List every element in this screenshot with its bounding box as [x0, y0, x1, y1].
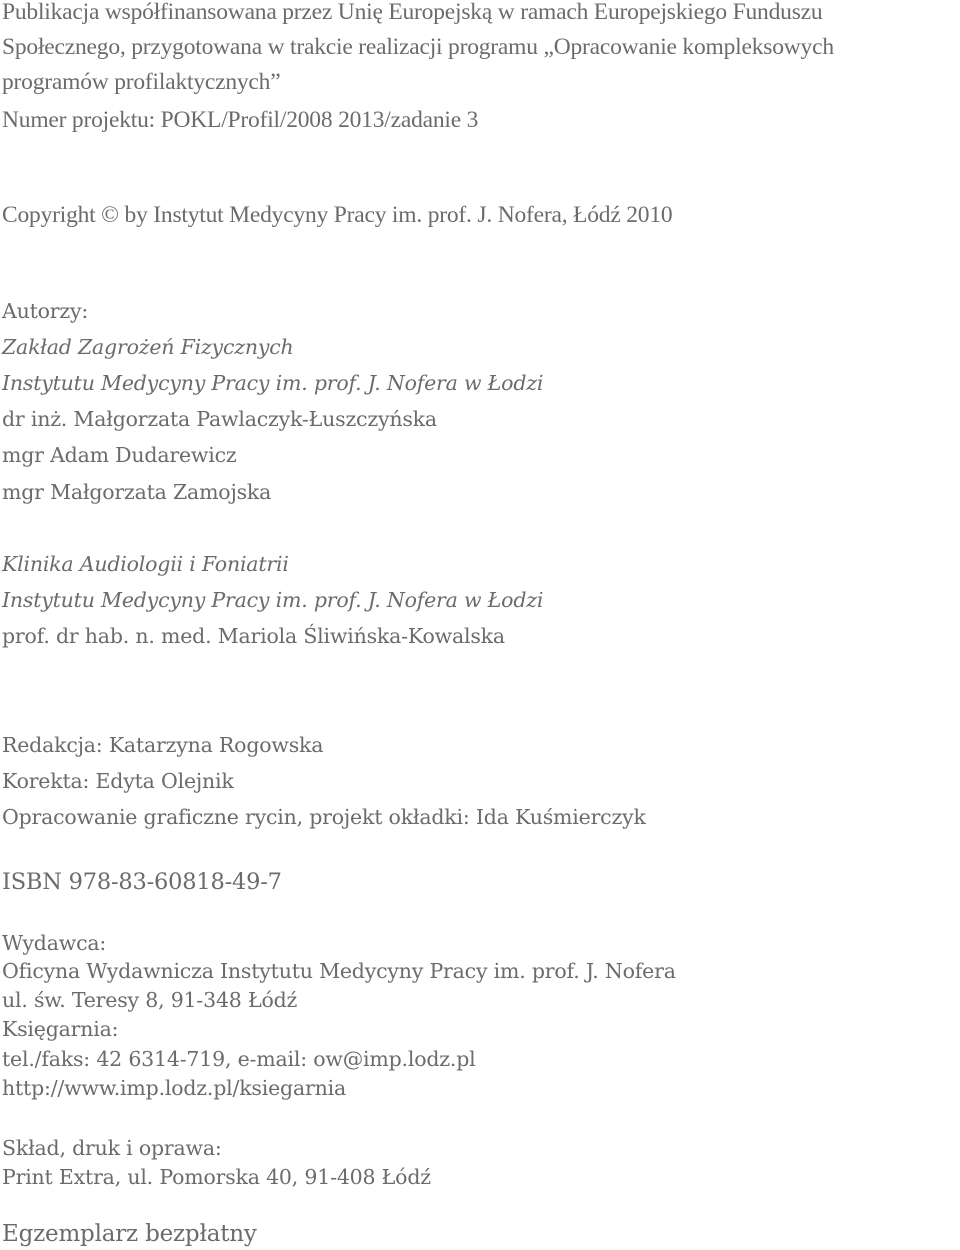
authors-institute-2: Instytutu Medycyny Pracy im. prof. J. Nofera w Łodzi: [2, 588, 544, 612]
authors-institute-1: Instytutu Medycyny Pracy im. prof. J. Nofera w Łodzi: [2, 371, 544, 395]
copyright-notice: Copyright © by Instytut Medycyny Pracy im. prof. J. Nofera, Łódź 2010: [2, 202, 673, 228]
proofreading-credit: Korekta: Edyta Olejnik: [2, 769, 234, 793]
bookstore-contact: tel./faks: 42 6314-719, e-mail: ow@imp.lodz.pl: [2, 1047, 476, 1071]
author-name: dr inż. Małgorzata Pawlaczyk-Łuszczyńska: [2, 407, 437, 431]
publisher-address: ul. św. Teresy 8, 91-348 Łódź: [2, 988, 298, 1012]
graphics-credit: Opracowanie graficzne rycin, projekt okładki: Ida Kuśmierczyk: [2, 805, 646, 829]
authors-unit-2: Klinika Audiologii i Foniatrii: [2, 552, 289, 576]
bookstore-url: http://www.imp.lodz.pl/ksiegarnia: [2, 1076, 346, 1100]
publisher-heading: Wydawca:: [2, 931, 107, 955]
author-name: mgr Małgorzata Zamojska: [2, 480, 272, 504]
printer-details: Print Extra, ul. Pomorska 40, 91-408 Łódź: [2, 1165, 431, 1189]
funding-line-2: Społecznego, przygotowana w trakcie realizacji programu „Opracowanie kompleksowych: [2, 34, 834, 60]
publisher-name: Oficyna Wydawnicza Instytutu Medycyny Pracy im. prof. J. Nofera: [2, 959, 676, 983]
funding-line-1: Publikacja współfinansowana przez Unię Europejską w ramach Europejskiego Funduszu: [2, 0, 823, 25]
author-name: mgr Adam Dudarewicz: [2, 443, 237, 467]
authors-heading: Autorzy:: [2, 299, 89, 323]
project-number: Numer projektu: POKL/Profil/2008 2013/zadanie 3: [2, 107, 479, 133]
isbn: ISBN 978-83-60818-49-7: [2, 869, 282, 895]
authors-unit-1: Zakład Zagrożeń Fizycznych: [2, 335, 294, 359]
free-copy-notice: Egzemplarz bezpłatny: [2, 1221, 257, 1247]
editor-credit: Redakcja: Katarzyna Rogowska: [2, 733, 324, 757]
funding-line-3: programów profilaktycznych”: [2, 69, 281, 95]
author-name: prof. dr hab. n. med. Mariola Śliwińska-Kowalska: [2, 624, 505, 648]
bookstore-heading: Księgarnia:: [2, 1017, 119, 1041]
printing-heading: Skład, druk i oprawa:: [2, 1136, 222, 1160]
